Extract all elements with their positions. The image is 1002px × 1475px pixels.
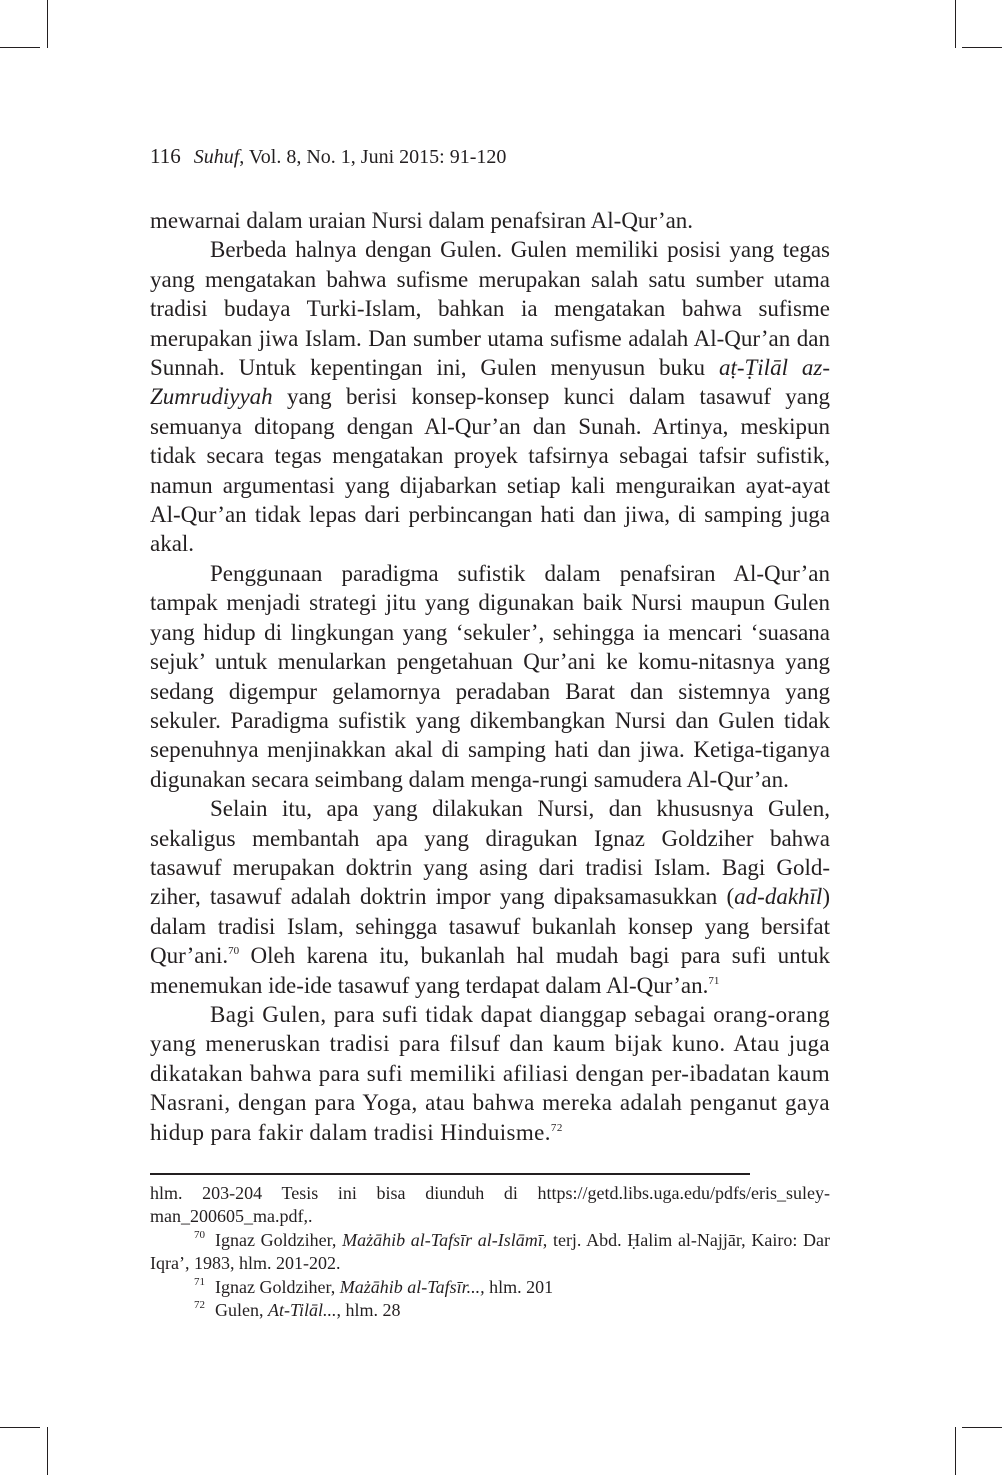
- footnote-70-author: Ignaz Goldziher,: [215, 1229, 343, 1250]
- paragraph-2-text-a: Berbeda halnya dengan Gulen. Gulen memiliki posisi yang tegas yang mengatakan bahwa sufisme merupakan salah satu sumber utama tradisi budaya Turki-Islam, bahkan ia mengatakan bahwa sufisme merupakan jiwa Islam. Dan sumber utama sufisme adalah Al-Qur’an dan Sunnah. Untuk kepentingan ini, Gulen menyusun buku: [150, 237, 830, 381]
- footnote-number-72: 72: [194, 1299, 205, 1312]
- footnote-71-author: Ignaz Goldziher,: [215, 1276, 340, 1297]
- footnote-number-71: 71: [194, 1275, 205, 1288]
- crop-mark-bottom-right: [962, 1427, 1002, 1428]
- crop-mark-top-left: [47, 0, 48, 48]
- crop-mark-top-right: [962, 47, 1002, 48]
- footnote-71-title: Mażāhib al-Tafsīr...,: [339, 1276, 485, 1297]
- footnote-ref-72[interactable]: 72: [550, 1121, 563, 1134]
- journal-details: , Vol. 8, No. 1, Juni 2015: 91-120: [239, 146, 507, 168]
- footnote-70-title: Mażāhib al-Tafsīr al-Islāmī: [342, 1229, 543, 1250]
- paragraph-1-text: mewarnai dalam uraian Nursi dalam penafsiran Al-Qur’an.: [150, 208, 694, 233]
- paragraph-4-text-b: ) dalam tradisi Islam, sehingga tasawuf bukanlah konsep yang bersifat Qur’ani.: [150, 884, 830, 969]
- footnotes: [150, 1182, 830, 1322]
- paragraph-3: [150, 559, 830, 794]
- paragraph-4: [150, 794, 830, 1000]
- arabic-term: ad-dakhīl: [734, 884, 823, 910]
- footnote-70: [150, 1229, 830, 1276]
- paragraph-1: [150, 206, 830, 235]
- crop-mark-top-right: [955, 0, 956, 48]
- paragraph-4-text-c: Oleh karena itu, bukanlah hal mudah bagi para sufi untuk menemukan ide-ide tasawuf yang terdapat dalam Al-Qur’an.: [150, 943, 830, 998]
- paragraph-4-text-a: Selain itu, apa yang dilakukan Nursi, dan khususnya Gulen, sekaligus membantah apa yang diragukan Ignaz Goldziher bahwa tasawuf merupakan doktrin yang asing dari tradisi Islam. Bagi Gold-ziher, tasawuf adalah doktrin impor yang dipaksamasukkan (: [150, 796, 830, 910]
- footnote-separator: [150, 1173, 750, 1175]
- page-number: 116: [150, 144, 181, 168]
- body-text: [150, 206, 830, 1147]
- paragraph-5-text: Bagi Gulen, para sufi tidak dapat dianggap sebagai orang-orang yang meneruskan tradisi para filsuf dan kaum bijak kuno. Atau juga dikatakan bahwa para sufi memiliki afiliasi dengan per-ibadatan kaum Nasrani, dengan para Yoga, atau bahwa mereka adalah penganut gaya hidup para fakir dalam tradisi Hinduisme.: [150, 1001, 830, 1145]
- paragraph-5: [150, 1000, 830, 1147]
- paragraph-3-text: Penggunaan paradigma sufistik dalam penafsiran Al-Qur’an tampak menjadi strategi jitu yang digunakan baik Nursi maupun Gulen yang hidup di lingkungan yang ‘sekuler’, sehingga ia mencari ‘suasana sejuk’ untuk menularkan pengetahuan Qur’ani ke komu-nitasnya yang sedang digempur gelamornya peradaban Barat dan sistemnya yang sekuler. Paradigma sufistik yang dikembangkan Nursi dan Gulen tidak sepenuhnya menjinakkan akal di samping hati dan jiwa. Ketiga-tiganya digunakan secara seimbang dalam menga-rungi samudera Al-Qur’an.: [150, 560, 830, 792]
- running-header: [150, 142, 850, 171]
- footnote-number-70: 70: [194, 1228, 205, 1241]
- footnote-ref-70[interactable]: 70: [228, 945, 240, 958]
- journal-title: Suhuf: [193, 146, 240, 168]
- paragraph-2: [150, 235, 830, 558]
- footnote-continuation-text: hlm. 203-204 Tesis ini bisa diunduh di https://getd.libs.uga.edu/pdfs/eris_suley-man_200605_ma.pdf,.: [150, 1183, 830, 1227]
- crop-mark-bottom-right: [955, 1427, 956, 1475]
- paragraph-2-text-b: yang berisi konsep-konsep kunci dalam tasawuf yang semuanya ditopang dengan Al-Qur’an dan Sunah. Artinya, meskipun tidak secara tegas mengatakan proyek tafsirnya sebagai tafsir sufistik, namun argumentasi yang dijabarkan setiap kali menguraikan ayat-ayat Al-Qur’an tidak lepas dari perbincangan hati dan jiwa, di samping juga akal.: [150, 384, 830, 557]
- crop-mark-bottom-left: [0, 1427, 40, 1428]
- book-title: aṭ-Ṭilāl az-Zumrudiyyah: [150, 355, 831, 410]
- footnote-continuation: [150, 1182, 830, 1229]
- footnote-71: [150, 1276, 830, 1299]
- footnote-72: [150, 1299, 830, 1322]
- footnote-72-text: , hlm. 28: [336, 1300, 401, 1321]
- footnote-71-text: hlm. 201: [484, 1276, 554, 1297]
- crop-mark-top-left: [0, 47, 40, 48]
- crop-mark-bottom-left: [47, 1427, 48, 1475]
- footnote-72-author: Gulen,: [215, 1300, 268, 1321]
- footnote-70-text: , terj. Abd. Ḥalim al-Najjār, Kairo: Dar Iqra’, 1983, hlm. 201-202.: [150, 1229, 830, 1274]
- footnote-72-title: At-Tilāl...: [268, 1300, 337, 1321]
- footnote-ref-71[interactable]: 71: [708, 974, 720, 987]
